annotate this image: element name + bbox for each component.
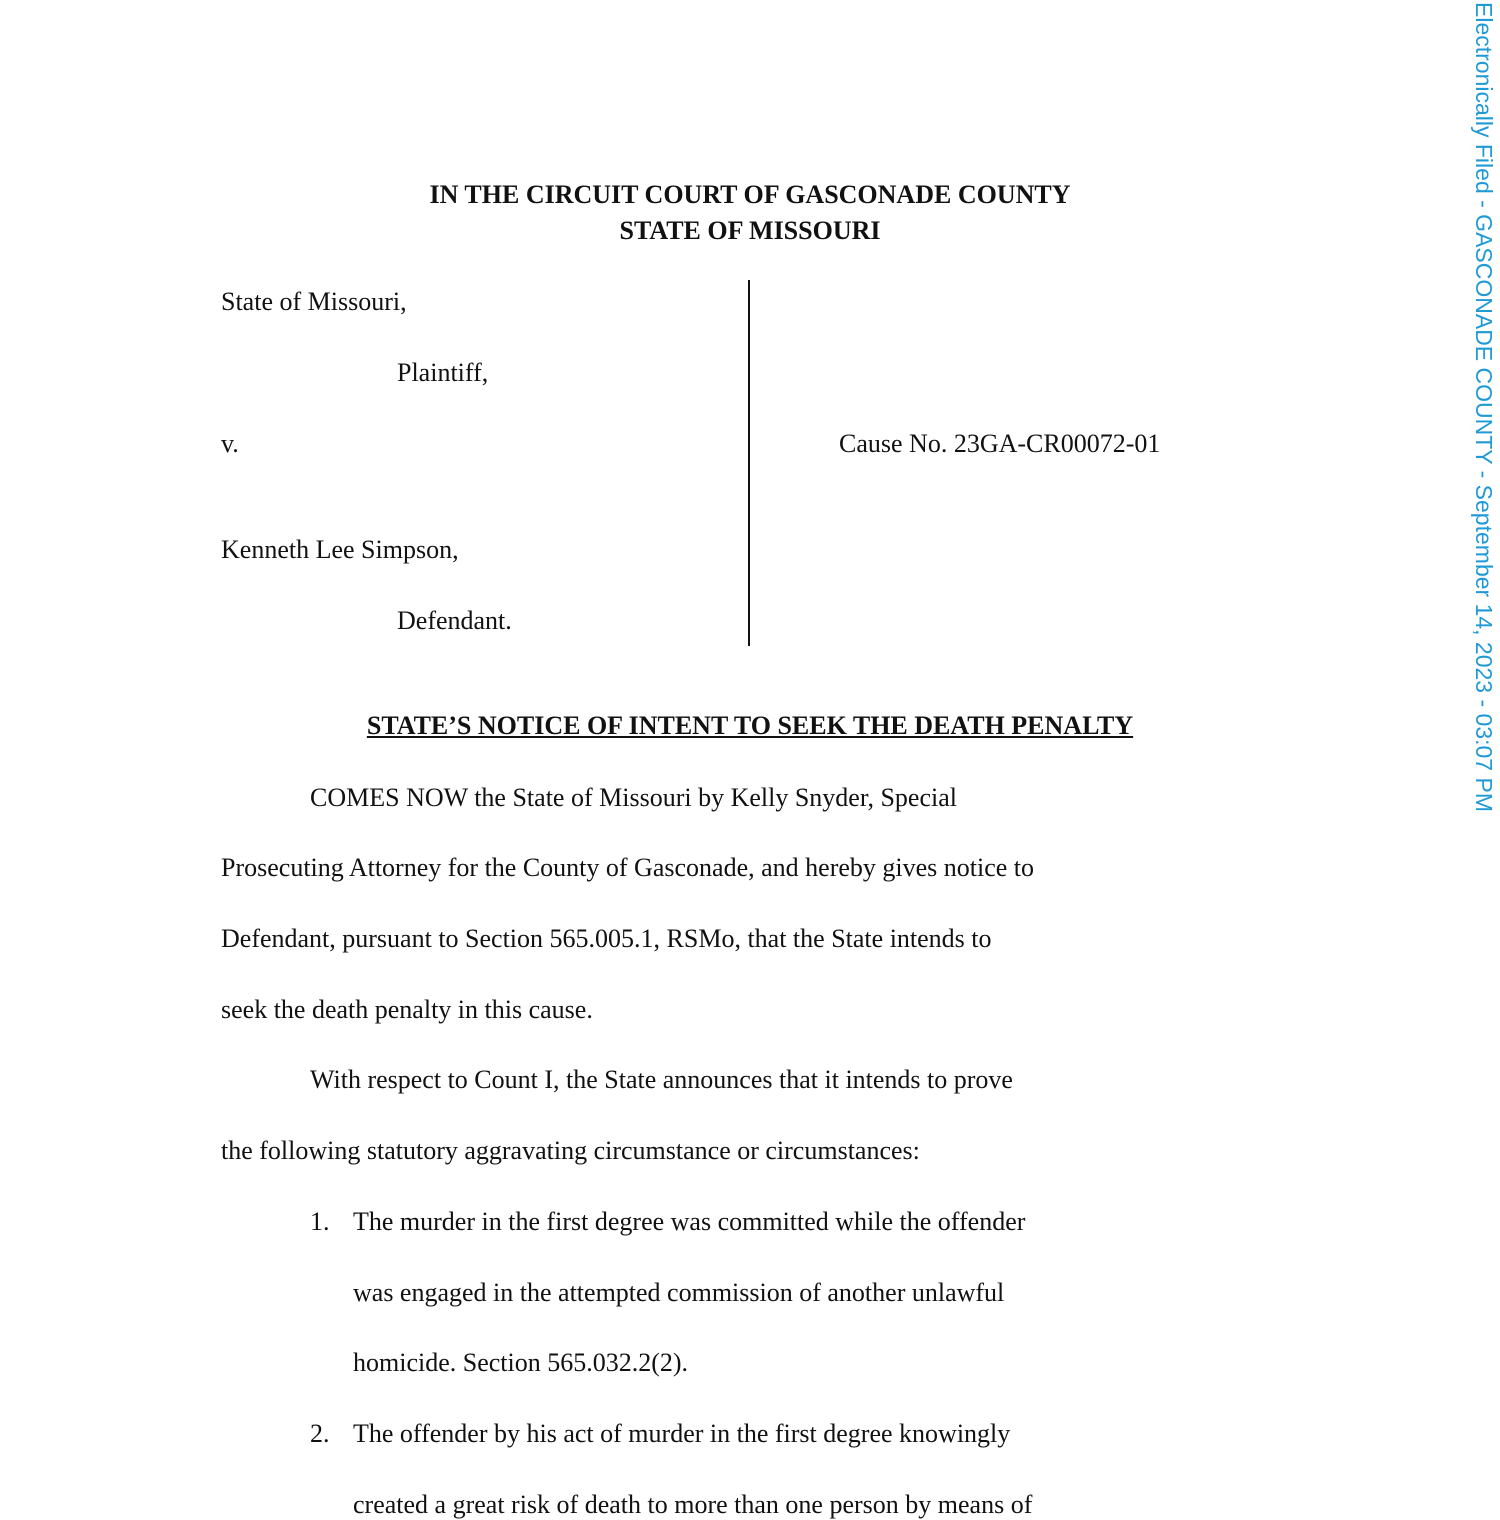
list-item-line: The murder in the first degree was committed while the offender bbox=[353, 1207, 1026, 1236]
paragraph-line: With respect to Count I, the State announces that it intends to prove bbox=[310, 1065, 1013, 1094]
paragraph-line: Prosecuting Attorney for the County of Gasconade, and hereby gives notice to bbox=[221, 853, 1035, 882]
list-item-line: The offender by his act of murder in the first degree knowingly bbox=[353, 1419, 1011, 1448]
paragraph-line: COMES NOW the State of Missouri by Kelly Snyder, Special bbox=[310, 783, 957, 812]
list-number: 2. bbox=[310, 1419, 330, 1448]
cause-number: Cause No. 23GA-CR00072-01 bbox=[839, 429, 1161, 458]
plaintiff-role: Plaintiff, bbox=[397, 358, 489, 387]
plaintiff-name: State of Missouri, bbox=[221, 287, 407, 316]
document-title: STATE’S NOTICE OF INTENT TO SEEK THE DEATH PENALTY bbox=[366, 711, 1134, 740]
court-header-line1: IN THE CIRCUIT COURT OF GASCONADE COUNTY bbox=[429, 180, 1071, 209]
list-item-line: was engaged in the attempted commission of another unlawful bbox=[353, 1278, 1005, 1307]
list-item-line: homicide. Section 565.032.2(2). bbox=[353, 1348, 689, 1377]
list-item-line: created a great risk of death to more than one person by means of bbox=[353, 1490, 1033, 1519]
court-header-line2: STATE OF MISSOURI bbox=[619, 216, 881, 245]
caption-divider bbox=[748, 280, 750, 646]
versus: v. bbox=[221, 429, 239, 458]
defendant-role: Defendant. bbox=[397, 606, 512, 635]
paragraph-line: seek the death penalty in this cause. bbox=[221, 995, 593, 1024]
paragraph-line: the following statutory aggravating circumstance or circumstances: bbox=[221, 1136, 920, 1165]
paragraph-line: Defendant, pursuant to Section 565.005.1, RSMo, that the State intends to bbox=[221, 924, 992, 953]
list-number: 1. bbox=[310, 1207, 330, 1236]
filing-stamp: Electronically Filed - GASCONADE COUNTY - September 14, 2023 - 03:07 PM bbox=[1471, 2, 1497, 812]
defendant-name: Kenneth Lee Simpson, bbox=[221, 535, 459, 564]
